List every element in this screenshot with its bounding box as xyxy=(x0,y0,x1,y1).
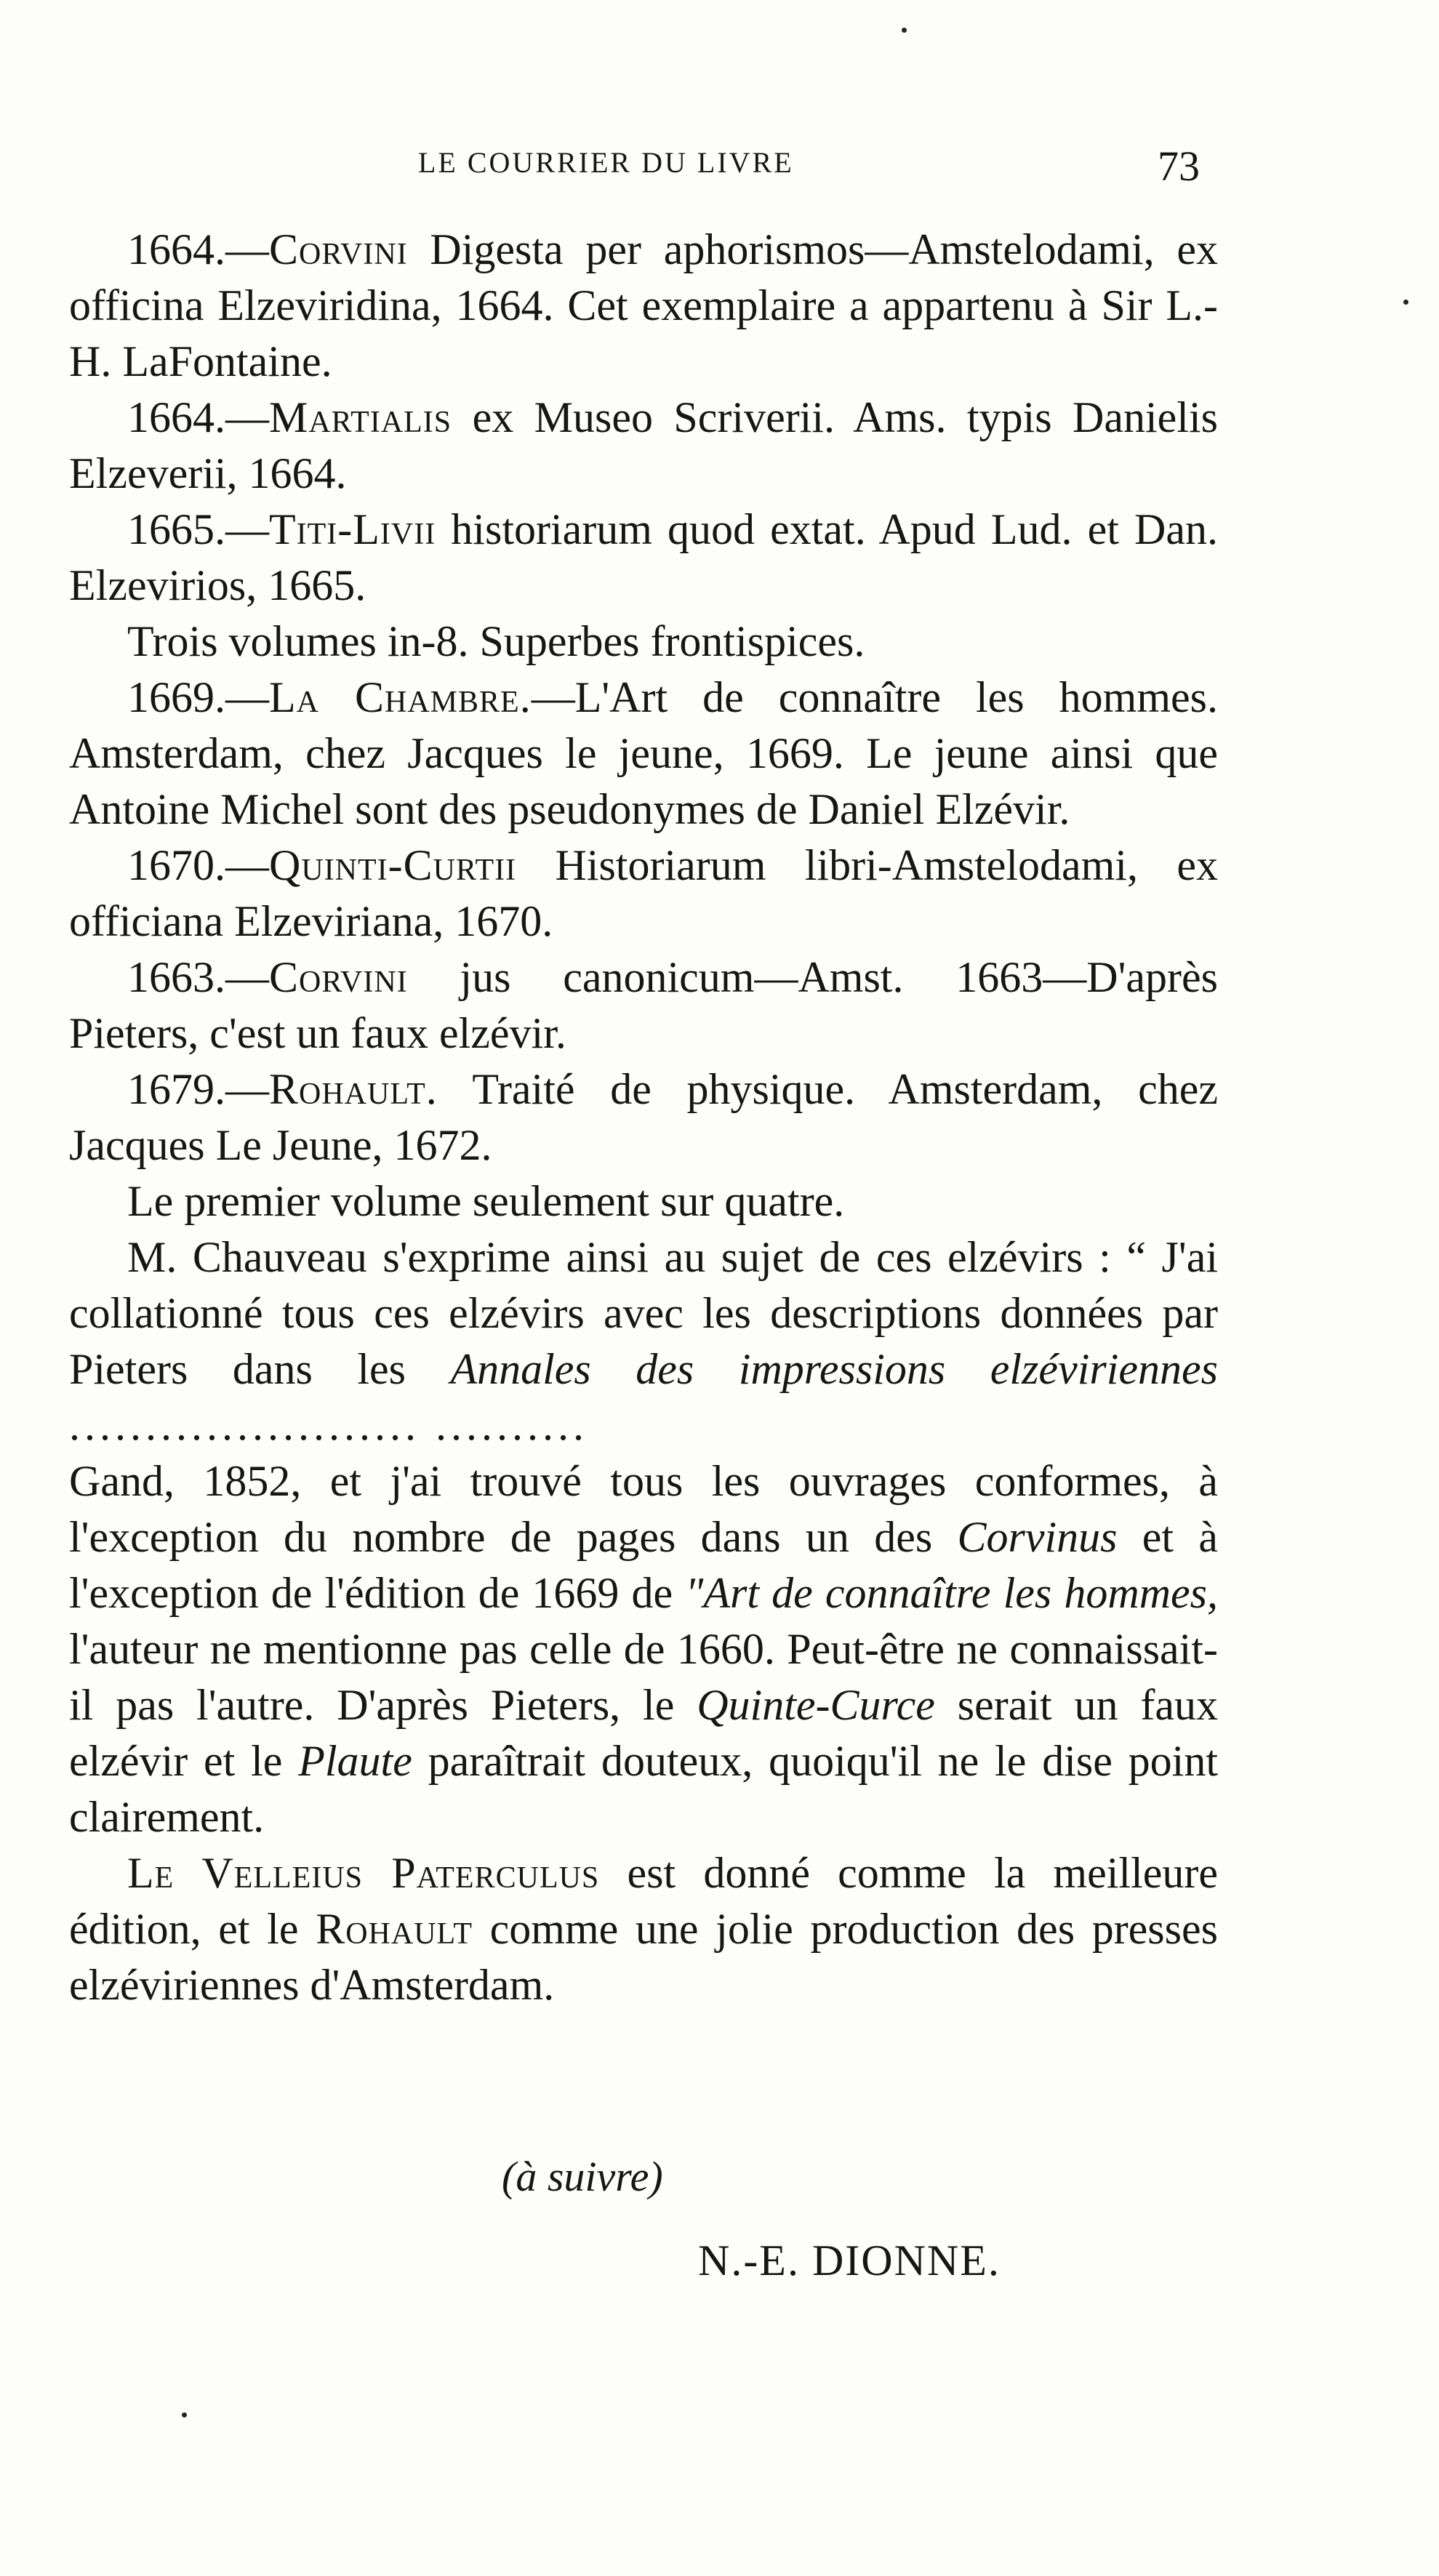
entry-corvini-digesta xyxy=(69,222,1218,390)
a-suivre: (à suivre) xyxy=(502,2153,663,2200)
entry-corvini-jus xyxy=(69,950,1218,1062)
quote-dot-leader: ....................... .......... xyxy=(69,1401,588,1449)
entry-author: Quinti-Curtii xyxy=(269,841,517,889)
quote-text: l'auteur ne mentionne pas celle de 1660. Peut-être ne connaissait-il pas l'autre. D'après Pieters, le xyxy=(69,1625,1218,1729)
entry-author: Titi-Livii xyxy=(269,505,436,553)
entry-year: 1664.— xyxy=(127,393,269,441)
entry-text: jus canonicum—Amst. 1663—D'après Pieters, c'est un faux elzévir. xyxy=(69,953,1218,1057)
entry-text: —L'Art de connaître les hommes. Amsterdam, chez Jacques le jeune, 1669. Le jeune ainsi que Antoine Michel sont des pseudonymes de Daniel Elzévir. xyxy=(69,673,1218,833)
entry-year: 1663.— xyxy=(127,953,269,1001)
entry-year: 1670.— xyxy=(127,841,269,889)
running-head: LE COURRIER DU LIVRE xyxy=(418,146,794,179)
entry-titi-livii xyxy=(69,502,1218,614)
entry-year: 1669.— xyxy=(127,673,269,721)
paper-speck xyxy=(902,28,907,33)
quote-title-art: "Art de connaître les hommes, xyxy=(685,1569,1218,1617)
entry-quinti-curtii xyxy=(69,838,1218,950)
body-text xyxy=(69,222,1218,2013)
paper-speck xyxy=(182,2412,187,2417)
entry-text: historiarum quod extat. Apud Lud. et Dan. Elzevirios, 1665. xyxy=(69,505,1218,609)
quote-title-plaute: Plaute xyxy=(298,1737,412,1785)
entry-text: Trois volumes in-8. Superbes frontispices. xyxy=(127,617,865,665)
chauveau-quote xyxy=(69,1229,1218,1845)
entry-la-chambre xyxy=(69,670,1218,838)
closing-paragraph xyxy=(69,1845,1218,2013)
quote-title-annales: Annales des impressions elzéviriennes xyxy=(450,1345,1218,1393)
entry-note-volumes xyxy=(69,614,1218,670)
closing-rohault: Rohault xyxy=(316,1905,473,1953)
entry-text: Le premier volume seulement sur quatre. xyxy=(127,1177,845,1225)
entry-text: Digesta per aphorismos—Amstelodami, ex officina Elzeviridina, 1664. Cet exemplaire a appartenu à Sir L.-H. LaFontaine. xyxy=(69,225,1218,385)
entry-year: 1679.— xyxy=(127,1065,269,1113)
entry-text: ex Museo Scriverii. Ams. typis Danielis Elzeverii, 1664. xyxy=(69,393,1218,497)
entry-author: La Chambre. xyxy=(269,673,532,721)
entry-rohault xyxy=(69,1062,1218,1173)
quote-text: et à l'exception de l'édition de 1669 de xyxy=(69,1513,1218,1617)
quote-title-corvinus: Corvinus xyxy=(957,1513,1118,1561)
entry-note-premier-volume xyxy=(69,1173,1218,1229)
quote-text: Gand, 1852, et j'ai trouvé tous les ouvrages conformes, à l'exception du nombre de pages dans un des xyxy=(69,1457,1218,1561)
author-signature: N.-E. DIONNE. xyxy=(698,2236,1001,2284)
closing-text: comme une jolie production des presses elzéviriennes d'Amsterdam. xyxy=(69,1905,1218,2009)
entry-author: Rohault. xyxy=(269,1065,438,1113)
quote-title-quinte-curce: Quinte-Curce xyxy=(697,1681,935,1729)
entry-year: 1665.— xyxy=(127,505,269,553)
paper-speck xyxy=(1403,300,1408,305)
quote-text: paraîtrait douteux, quoiqu'il ne le dise point clairement. xyxy=(69,1737,1218,1841)
page-number: 73 xyxy=(1158,143,1200,190)
quote-intro: M. Chauveau s'exprime ainsi au sujet de ces elzévirs : “ J'ai collationné tous ces elzévirs avec les descriptions données par Pieters dans les xyxy=(69,1233,1218,1393)
entry-text: Historiarum libri-Amstelodami, ex officiana Elzeviriana, 1670. xyxy=(69,841,1218,945)
entry-martialis xyxy=(69,390,1218,502)
entry-author: Corvini xyxy=(269,953,408,1001)
entry-text: Traité de physique. Amsterdam, chez Jacques Le Jeune, 1672. xyxy=(69,1065,1218,1169)
entry-year: 1664.— xyxy=(127,225,269,273)
entry-author: Martialis xyxy=(269,393,452,441)
closing-text: est donné comme la meilleure édition, et le xyxy=(69,1849,1218,1953)
quote-text: serait un faux elzévir et le xyxy=(69,1681,1219,1785)
closing-velleius: Le Velleius Paterculus xyxy=(127,1849,600,1897)
entry-author: Corvini xyxy=(269,225,408,273)
